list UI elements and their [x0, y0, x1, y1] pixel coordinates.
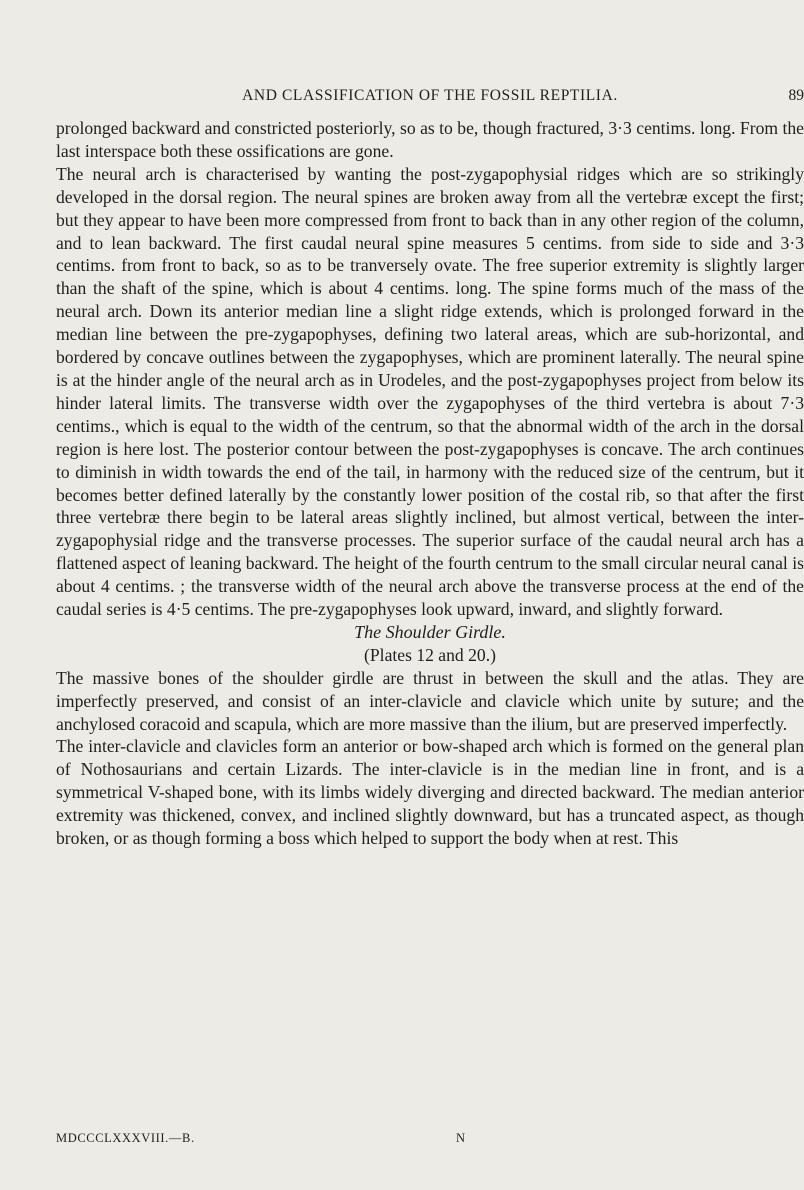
signature-letter: N	[456, 1131, 466, 1145]
running-head	[56, 87, 804, 107]
signature-mark: MDCCCLXXXVIII.—B.	[56, 1131, 195, 1145]
paragraph-shoulder-girdle: The massive bones of the shoulder girdle are thrust in between the skull and the atlas. They are imperfectly preserved, and consist of an inter-clavicle and clavicle which unite by suture; and the anchylosed coracoid and scapula, which are more massive than the ilium, but are preserved imperfectly.	[56, 667, 804, 734]
page-number: 89	[788, 87, 804, 104]
paragraph-inter-clavicle: The inter-clavicle and clavicles form an anterior or bow-shaped arch which is formed on the general plan of Nothosaurians and certain Lizards. The inter-clavicle is in the median line in front, and is a symmetrical V-shaped bone, with its limbs widely diverging and directed backward. The median anterior extremity was thickened, convex, and inclined slightly downward, but has a truncated aspect, as though broken, or as though forming a boss which helped to support the body when at rest. This	[56, 736, 804, 849]
paragraph-neural-arch: The neural arch is characterised by wanting the post-zygapophysial ridges which are so strikingly developed in the dorsal region. The neural spines are broken away from all the vertebræ except the first; but they appear to have been more compressed from front to back than in any other region of the column, and to lean backward. The first caudal neural spine measures 5 centims. from side to side and 3·3 centims. from front to back, so as to be tranversely ovate. The free superior extremity is slightly larger than the shaft of the spine, which is about 4 centims. long. The spine forms much of the mass of the neural arch. Down its anterior median line a slight ridge extends, which is prolonged forward in the median line between the pre-zygapophyses, defining two lateral areas, which are sub-horizontal, and bordered by concave outlines between the zygapophyses, which are prominent laterally. The neural spine is at the hinder angle of the neural arch as in Urodeles, and the post-zygapophyses project from below its hinder lateral limits. The transverse width over the zygapophyses of the third vertebra is about 7·3 centims., which is equal to the width of the centrum, so that the abnormal width of the arch in the dorsal region is here lost. The posterior contour between the post-zygapophyses is concave. The arch continues to diminish in width towards the end of the tail, in harmony with the reduced size of the centrum, but it becomes better defined laterally by the constantly lower position of the costal rib, so that after the first three vertebræ there begin to be lateral areas slightly inclined, but almost vertical, between the inter-zygapophysial ridge and the transverse processes. The superior surface of the caudal neural arch has a flattened aspect of leaning backward. The height of the fourth centrum to the small circular neural canal is about 4 centims. ; the transverse width of the neural arch above the transverse process at the end of the caudal series is 4·5 centims. The pre-zygapophyses look upward, inward, and slightly forward.	[56, 163, 804, 620]
page-footer	[56, 1131, 656, 1147]
plates-reference: (Plates 12 and 20.)	[364, 644, 496, 665]
paragraph-continuation: prolonged backward and constricted posteriorly, so as to be, though fractured, 3·3 centims. long. From the last interspace both these ossifications are gone.	[56, 118, 804, 161]
body-text	[56, 117, 804, 850]
running-title: AND CLASSIFICATION OF THE FOSSIL REPTILIA.	[242, 87, 618, 104]
section-heading: The Shoulder Girdle.	[354, 621, 506, 642]
